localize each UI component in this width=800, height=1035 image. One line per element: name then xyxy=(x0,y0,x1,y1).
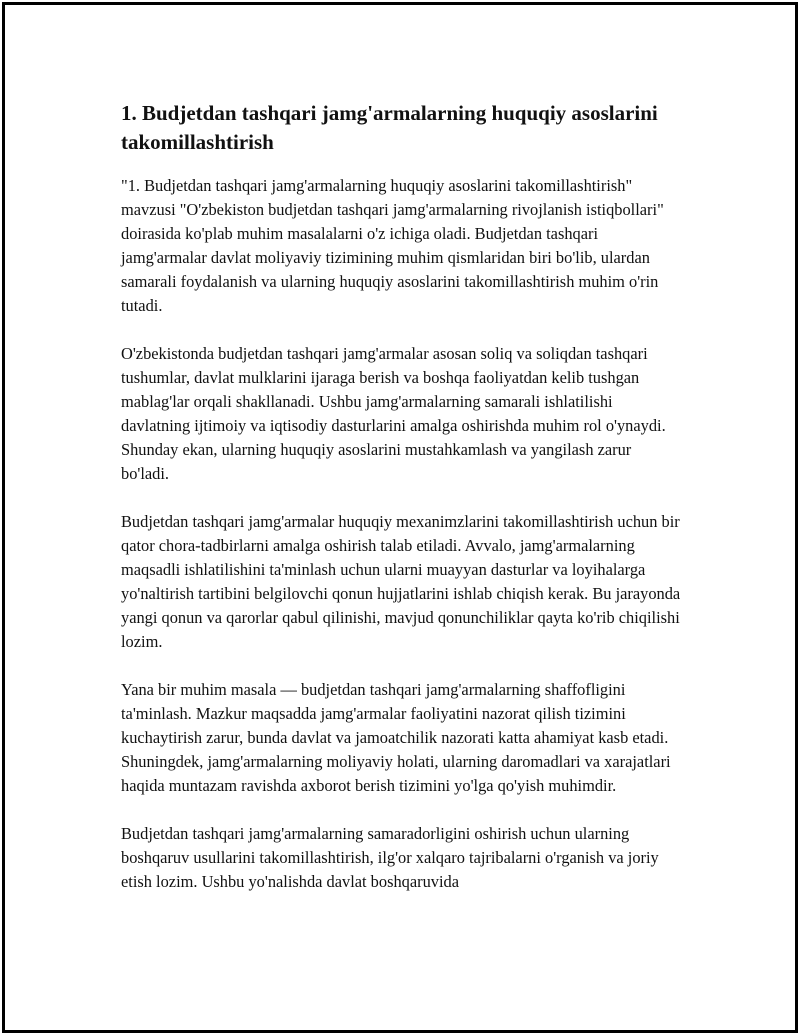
document-body xyxy=(121,99,681,918)
section-heading: 1. Budjetdan tashqari jamg'armalarning huquqiy asoslarini takomillashtirish xyxy=(121,101,658,154)
paragraph-2: O'zbekistonda budjetdan tashqari jamg'armalar asosan soliq va soliqdan tashqari tushumlar, davlat mulklarini ijaraga berish va boshqa faoliyatdan kelib tushgan mablag'lar orqali shakllanadi. Ushbu jamg'armalarning samarali ishlatilishi davlatning ijtimoiy va iqtisodiy dasturlarini amalga oshirishda muhim rol o'ynaydi. Shunday ekan, ularning huquqiy asoslarini mustahkamlash va yangilash zarur bo'ladi. xyxy=(121,344,666,483)
paragraph-1: "1. Budjetdan tashqari jamg'armalarning huquqiy asoslarini takomillashtirish" mavzusi "O'zbekiston budjetdan tashqari jamg'armalarning rivojlanish istiqbollari" doirasida ko'plab muhim masalalarni o'z ichiga oladi. Budjetdan tashqari jamg'armalar davlat moliyaviy tizimining muhim qismlaridan biri bo'lib, ulardan samarali foydalanish va ularning huquqiy asoslarini takomillashtirish muhim o'rin tutadi. xyxy=(121,176,664,315)
paragraph-5: Budjetdan tashqari jamg'armalarning samaradorligini oshirish uchun ularning boshqaruv usullarini takomillashtirish, ilg'or xalqaro tajribalarni o'rganish va joriy etish lozim. Ushbu yo'nalishda davlat boshqaruvida xyxy=(121,824,659,891)
paragraph-3: Budjetdan tashqari jamg'armalar huquqiy mexanimzlarini takomillashtirish uchun bir qator chora-tadbirlarni amalga oshirish talab etiladi. Avvalo, jamg'armalarning maqsadli ishlatilishini ta'minlash uchun ularni muayyan dasturlar va loyihalarga yo'naltirish tartibini belgilovchi qonun hujjatlarini ishlab chiqish kerak. Bu jarayonda yangi qonun va qarorlar qabul qilinishi, mavjud qonunchiliklar qayta ko'rib chiqilishi lozim. xyxy=(121,512,681,651)
paragraph-4: Yana bir muhim masala — budjetdan tashqari jamg'armalarning shaffofligini ta'minlash. Mazkur maqsadda jamg'armalar faoliyatini nazorat qilish tizimini kuchaytirish zarur, bunda davlat va jamoatchilik nazorati katta ahamiyat kasb etadi. Shuningdek, jamg'armalarning moliyaviy holati, ularning daromadlari va xarajatlari haqida muntazam ravishda axborot berish tizimini yo'lga qo'yish muhimdir. xyxy=(121,680,671,795)
page-frame xyxy=(2,2,798,1033)
